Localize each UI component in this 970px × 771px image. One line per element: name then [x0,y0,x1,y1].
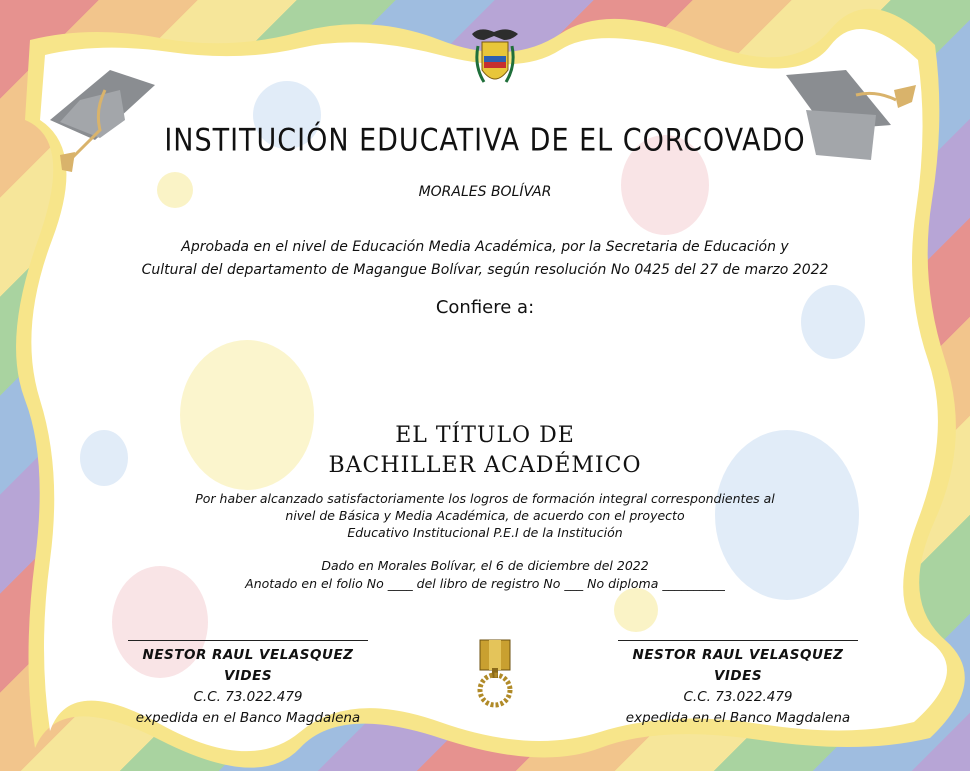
decor-dot [614,588,658,632]
reason-line-2: nivel de Básica y Media Académica, de acuerdo con el proyecto [285,508,685,523]
signature-line [128,640,368,641]
institution-location: MORALES BOLÍVAR [418,184,552,200]
signatory-name: NESTOR RAUL VELASQUEZ VIDES [142,647,354,684]
given-line-2: Anotado en el folio No ____ del libro de registro No ___ No diploma __________ [245,576,725,591]
signatory-id: C.C. 73.022.479 [683,689,793,705]
signatory-id: C.C. 73.022.479 [193,689,303,705]
signature-line [618,640,858,641]
reason-text [0,490,970,541]
signature-left [118,640,378,729]
approval-line-1: Aprobada en el nivel de Educación Media Académica, por la Secretaria de Educación y [181,239,789,255]
reason-line-3: Educativo Institucional P.E.I de la Institución [347,525,623,540]
degree-line-2: BACHILLER ACADÉMICO [328,453,642,478]
given-line-1: Dado en Morales Bolívar, el 6 de diciembre del 2022 [321,558,649,573]
signatory-issued: expedida en el Banco Magdalena [135,710,361,726]
signatory-name: NESTOR RAUL VELASQUEZ VIDES [632,647,844,684]
signatory-issued: expedida en el Banco Magdalena [625,710,851,726]
reason-line-1: Por haber alcanzado satisfactoriamente los logros de formación integral correspondientes al [195,491,775,506]
approval-text [0,236,970,282]
given-text [0,557,970,593]
signature-right [608,640,868,729]
approval-line-2: Cultural del departamento de Magangue Bolívar, según resolución No 0425 del 27 de marzo 2022 [141,262,829,278]
institution-title: INSTITUCIÓN EDUCATIVA DE EL CORCOVADO [164,122,806,159]
confers-label: Confiere a: [435,297,535,318]
degree-line-1: EL TÍTULO DE [395,423,575,448]
